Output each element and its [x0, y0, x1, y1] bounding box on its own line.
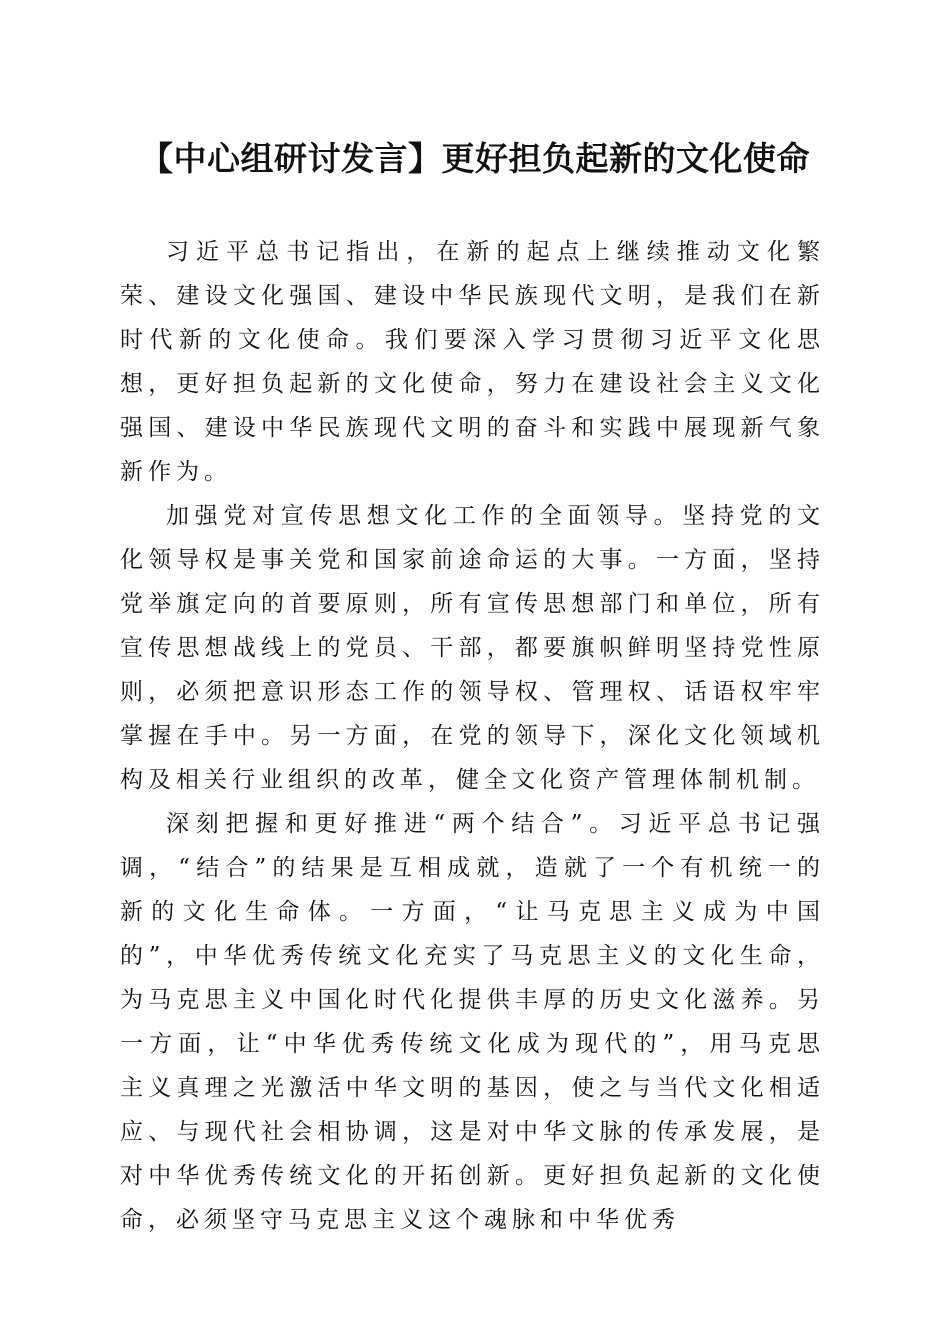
paragraph: 加强党对宣传思想文化工作的全面领导。坚持党的文化领导权是事关党和国家前途命运的大事。一方面，坚持党举旗定向的首要原则，所有宣传思想部门和单位，所有宣传思想战线上的党员、干部，都要旗帜鲜明坚持党性原则，必须把意识形态工作的领导权、管理权、话语权牢牢掌握在手中。另一方面，在党的领导下，深化文化领域机构及相关行业组织的改革，健全文化资产管理体制机制。 [120, 503, 825, 793]
document-title: 【中心组研讨发言】更好担负起新的文化使命 [140, 139, 810, 178]
paragraph: 习近平总书记指出，在新的起点上继续推动文化繁荣、建设文化强国、建设中华民族现代文明，是我们在新时代新的文化使命。我们要深入学习贯彻习近平文化思想，更好担负起新的文化使命，努力在建设社会主义文化强国、建设中华民族现代文明的奋斗和实践中展现新气象新作为。 [120, 239, 825, 485]
document-body [120, 230, 825, 1242]
paragraph: 深刻把握和更好推进“两个结合”。习近平总书记强调，“结合”的结果是互相成就，造就了一个有机统一的新的文化生命体。一方面，“让马克思主义成为中国的”，中华优秀传统文化充实了马克思主义的文化生命，为马克思主义中国化时代化提供丰厚的历史文化滋养。另一方面，让“中华优秀传统文化成为现代的”，用马克思主义真理之光激活中华文明的基因，使之与当代文化相适应、与现代社会相协调，这是对中华文脉的传承发展，是对中华优秀传统文化的开拓创新。更好担负起新的文化使命，必须坚守马克思主义这个魂脉和中华优秀 [120, 811, 825, 1233]
